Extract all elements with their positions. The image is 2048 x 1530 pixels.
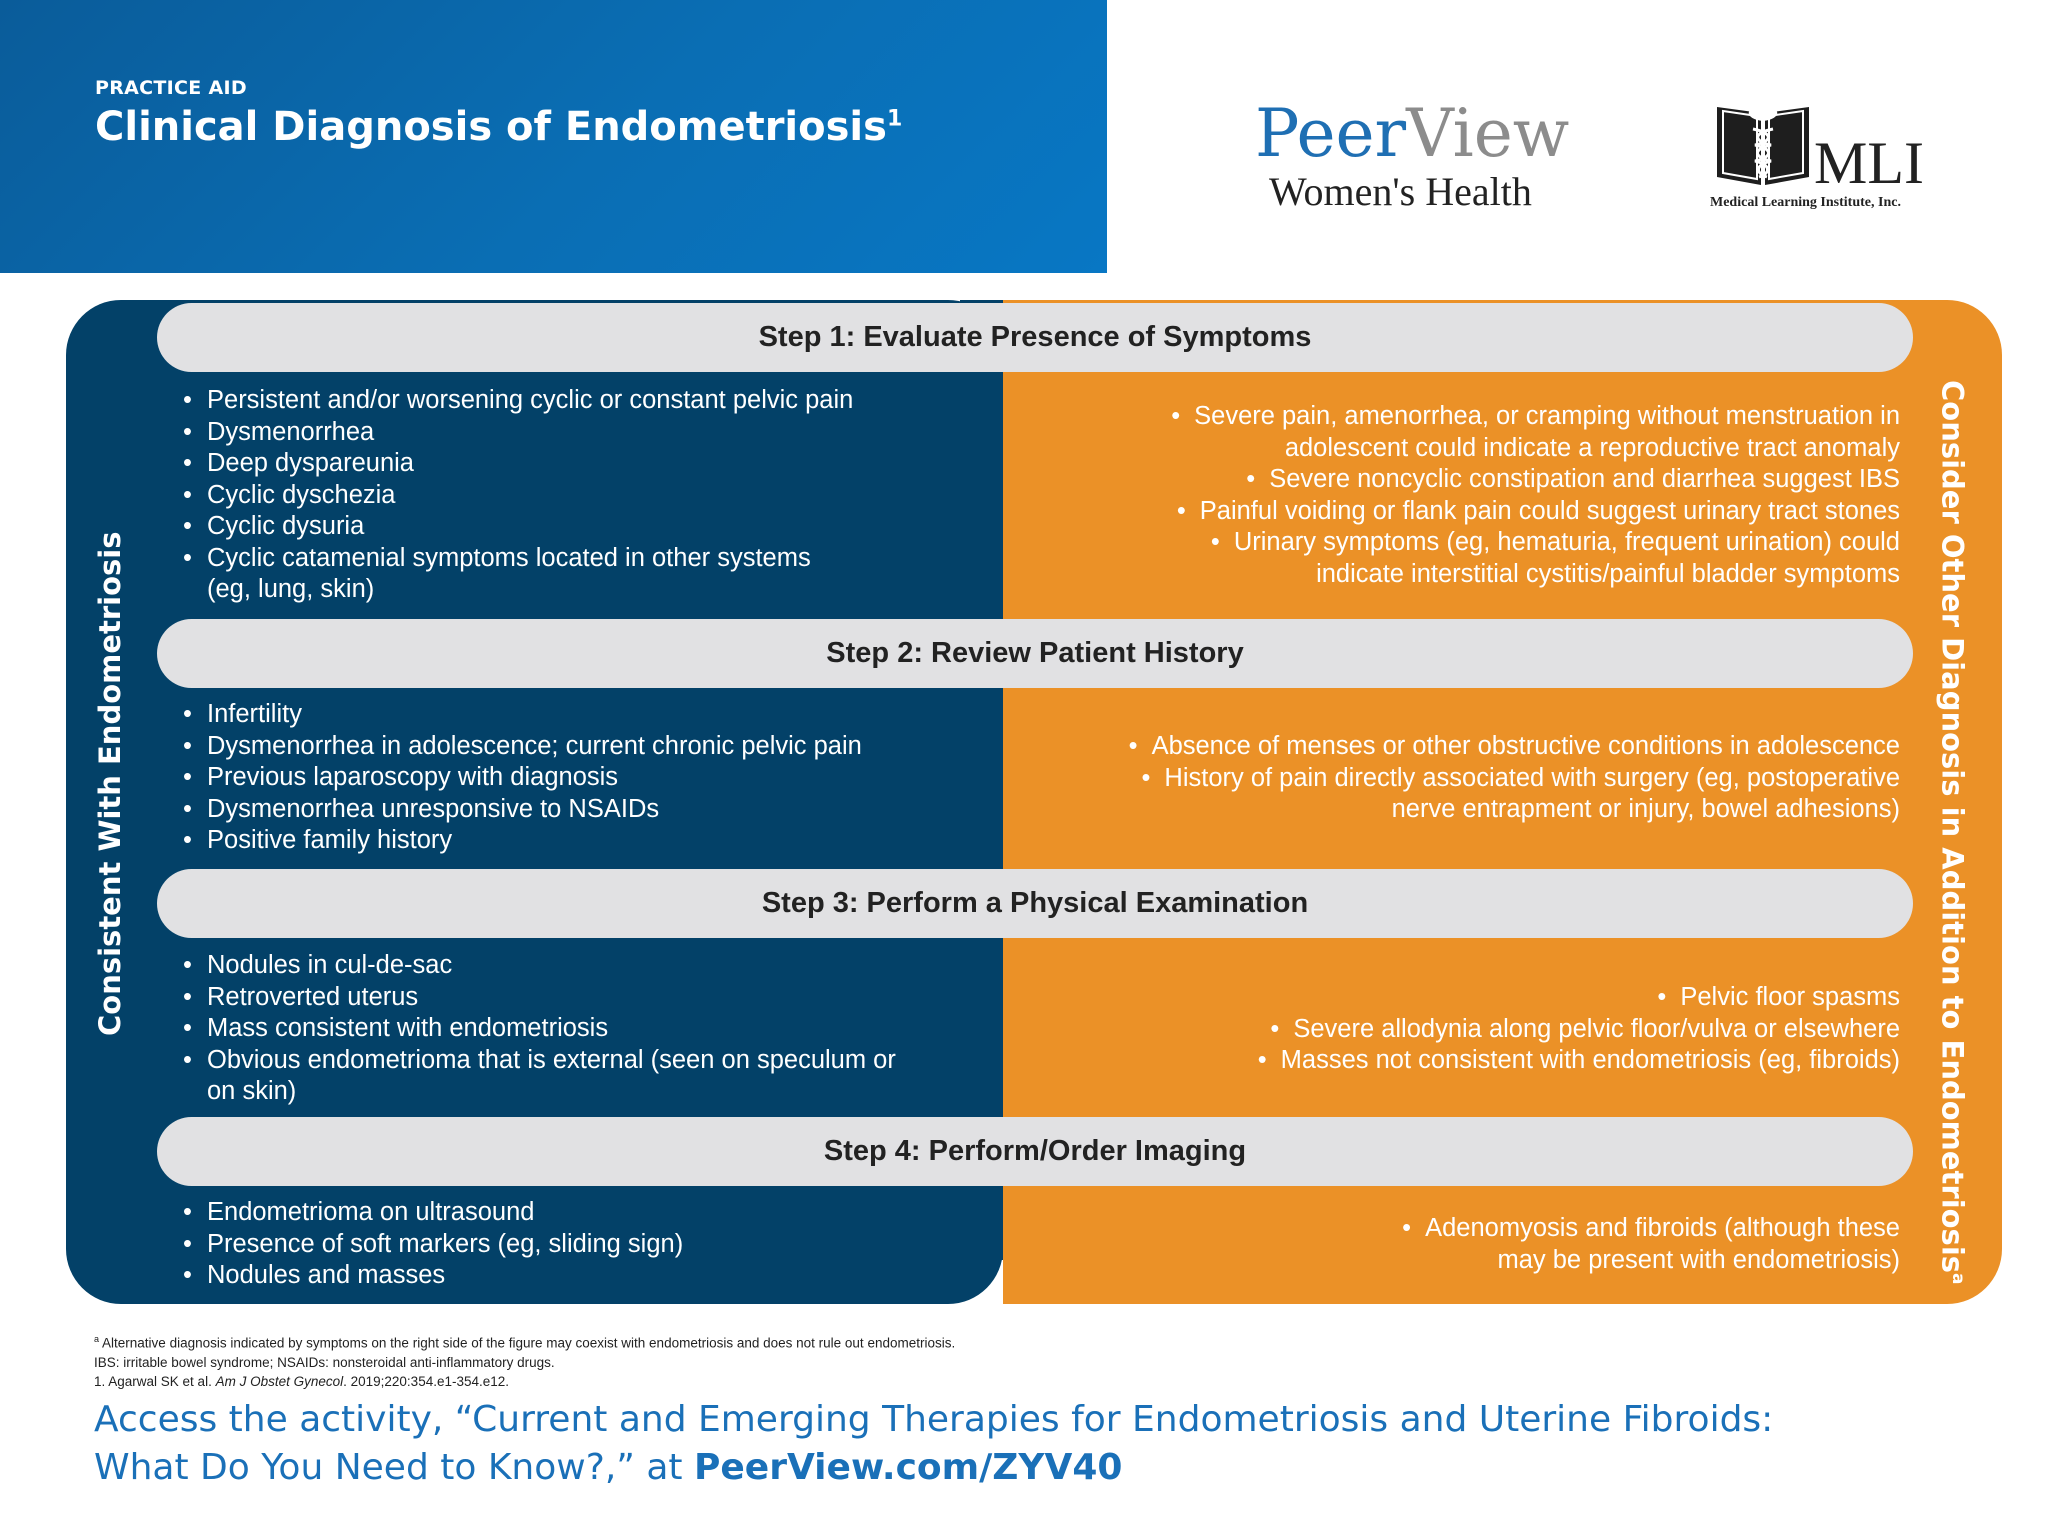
list-item xyxy=(1030,1213,1900,1245)
mli-logo[interactable] xyxy=(1710,95,1950,220)
list-item-text: Urinary symptoms (eg, hematuria, frequent urination) could xyxy=(1233,528,1900,556)
step-1-other-list xyxy=(1030,401,1900,590)
list-item: • Dysmenorrhea in adolescence; current chronic pelvic pain xyxy=(157,731,977,763)
list-item: • Cyclic catamenial symptoms located in other systems xyxy=(157,543,977,575)
consistent-side-label: Consistent With Endometriosis xyxy=(93,531,127,1036)
bullet-dot: • xyxy=(1402,1214,1412,1242)
list-item: • Persistent and/or worsening cyclic or constant pelvic pain xyxy=(157,385,977,417)
cta-line-2 xyxy=(94,1444,1994,1492)
peerview-subtitle: Women's Health xyxy=(1269,169,1532,214)
bullet-dot: • xyxy=(1210,528,1220,556)
title-reference: 1 xyxy=(886,106,903,132)
list-item: • Endometrioma on ultrasound xyxy=(157,1197,977,1229)
header-kicker: PRACTICE AID xyxy=(95,77,247,99)
list-item-continuation: indicate interstitial cystitis/painful bladder symptoms xyxy=(1316,559,1900,588)
list-item-continuation: adolescent could indicate a reproductive tract anomaly xyxy=(1284,433,1900,462)
list-item xyxy=(1030,496,1900,528)
list-item: • Mass consistent with endometriosis xyxy=(157,1013,977,1045)
list-item-text: Adenomyosis and fibroids (although these xyxy=(1425,1214,1900,1242)
footnote-reference xyxy=(94,1372,1194,1391)
reference-citation: . 2019;220:354.e1-354.e12. xyxy=(343,1373,510,1389)
step-3-other-list xyxy=(1030,982,1900,1077)
activity-link[interactable]: PeerView.com/ZYV40 xyxy=(693,1447,1123,1488)
page-title-text: Clinical Diagnosis of Endometriosis xyxy=(95,104,887,150)
list-item xyxy=(1030,1014,1900,1046)
other-diagnosis-side-text: Consider Other Diagnosis in Addition to Endometriosis xyxy=(1935,380,1970,1274)
list-item-continuation: nerve entrapment or injury, bowel adhesions) xyxy=(1391,795,1900,823)
list-item-text: Painful voiding or flank pain could suggest urinary tract stones xyxy=(1199,496,1900,525)
list-item: • Cyclic dyschezia xyxy=(157,480,977,512)
list-item-continuation: (eg, lung, skin) xyxy=(207,575,375,603)
step-4-other-list xyxy=(1030,1213,1900,1276)
list-item: • Nodules in cul-de-sac xyxy=(157,950,977,982)
header-band xyxy=(0,0,1107,273)
step-4-bar: Step 4: Perform/Order Imaging xyxy=(157,1117,1913,1186)
list-item: • Dysmenorrhea unresponsive to NSAIDs xyxy=(157,794,977,826)
mli-abbr: MLI xyxy=(1814,130,1924,196)
list-item xyxy=(1030,731,1900,763)
list-item xyxy=(1030,763,1900,795)
step-1-consistent-list xyxy=(157,385,977,574)
step-3-bar: Step 3: Perform a Physical Examination xyxy=(157,869,1913,938)
peerview-logo[interactable] xyxy=(1255,96,1585,216)
list-item: • Cyclic dysuria xyxy=(157,511,977,543)
peerview-wordmark xyxy=(1255,96,1569,172)
bullet-dot: • xyxy=(1257,1046,1267,1074)
footnote-a xyxy=(94,1330,1194,1353)
bullet-dot: • xyxy=(1176,496,1186,525)
cta-line-2-text: What Do You Need to Know?,” at xyxy=(94,1447,694,1488)
list-item-continuation: may be present with endometriosis) xyxy=(1497,1245,1900,1274)
list-item-text: Masses not consistent with endometriosis (eg, fibroids) xyxy=(1280,1046,1900,1074)
list-item-continuation: on skin) xyxy=(207,1077,297,1105)
list-item xyxy=(1030,464,1900,496)
footnote-a-mark: a xyxy=(94,1334,100,1344)
bullet-dot: • xyxy=(1270,1014,1280,1043)
list-item: • Retroverted uterus xyxy=(157,982,977,1014)
list-item: • Positive family history xyxy=(157,825,977,857)
other-diagnosis-side-label xyxy=(1932,380,1984,1285)
list-item: • Deep dyspareunia xyxy=(157,448,977,480)
list-item-text: Severe pain, amenorrhea, or cramping without menstruation in xyxy=(1194,402,1900,430)
step-1-bar: Step 1: Evaluate Presence of Symptoms xyxy=(157,303,1913,372)
page-title xyxy=(95,104,902,150)
bullet-dot: • xyxy=(1246,465,1256,493)
list-item: • Presence of soft markers (eg, sliding sign) xyxy=(157,1229,977,1261)
peerview-word-peer: Peer xyxy=(1255,95,1407,172)
bullet-dot: • xyxy=(1141,763,1151,792)
step-2-bar: Step 2: Review Patient History xyxy=(157,619,1913,688)
list-item-text: History of pain directly associated with surgery (eg, postoperative xyxy=(1164,763,1900,792)
reference-journal: Am J Obstet Gynecol xyxy=(215,1373,344,1389)
list-item-text: Severe allodynia along pelvic floor/vulva or elsewhere xyxy=(1293,1014,1900,1043)
footnotes xyxy=(94,1330,1194,1391)
list-item xyxy=(1030,1045,1900,1077)
step-3-consistent-list xyxy=(157,950,977,1076)
step-4-consistent-list xyxy=(157,1197,977,1292)
list-item: • Obvious endometrioma that is external (seen on speculum or xyxy=(157,1045,977,1077)
bullet-dot: • xyxy=(1657,983,1667,1011)
list-item-text: Pelvic floor spasms xyxy=(1680,983,1900,1011)
bullet-dot: • xyxy=(1128,732,1138,760)
step-2-consistent-list xyxy=(157,699,977,857)
footnote-abbreviations: IBS: irritable bowel syndrome; NSAIDs: nonsteroidal anti-inflammatory drugs. xyxy=(94,1354,555,1370)
reference-authors: 1. Agarwal SK et al. xyxy=(94,1373,216,1389)
side-label-footnote-mark: a xyxy=(1948,1273,1968,1285)
cta-line-1: Access the activity, “Current and Emerging Therapies for Endometriosis and Uterine Fibroids: xyxy=(94,1399,1774,1440)
footnote-a-text: Alternative diagnosis indicated by symptoms on the right side of the figure may coexist with endometriosis and does not rule out endometriosis. xyxy=(102,1335,956,1351)
peerview-word-view: View xyxy=(1406,95,1570,172)
list-item-text: Severe noncyclic constipation and diarrhea suggest IBS xyxy=(1269,465,1900,493)
list-item: • Dysmenorrhea xyxy=(157,417,977,449)
call-to-action xyxy=(94,1396,1994,1492)
list-item xyxy=(1030,527,1900,559)
book-caduceus-icon xyxy=(1713,95,1813,190)
list-item: • Infertility xyxy=(157,699,977,731)
list-item xyxy=(1030,401,1900,433)
bullet-dot: • xyxy=(1171,402,1181,430)
list-item xyxy=(1030,982,1900,1014)
mli-name: Medical Learning Institute, Inc. xyxy=(1710,195,1901,210)
list-item: • Previous laparoscopy with diagnosis xyxy=(157,762,977,794)
list-item-text: Absence of menses or other obstructive conditions in adolescence xyxy=(1151,732,1900,760)
step-2-other-list xyxy=(1030,731,1900,826)
list-item: • Nodules and masses xyxy=(157,1260,977,1292)
